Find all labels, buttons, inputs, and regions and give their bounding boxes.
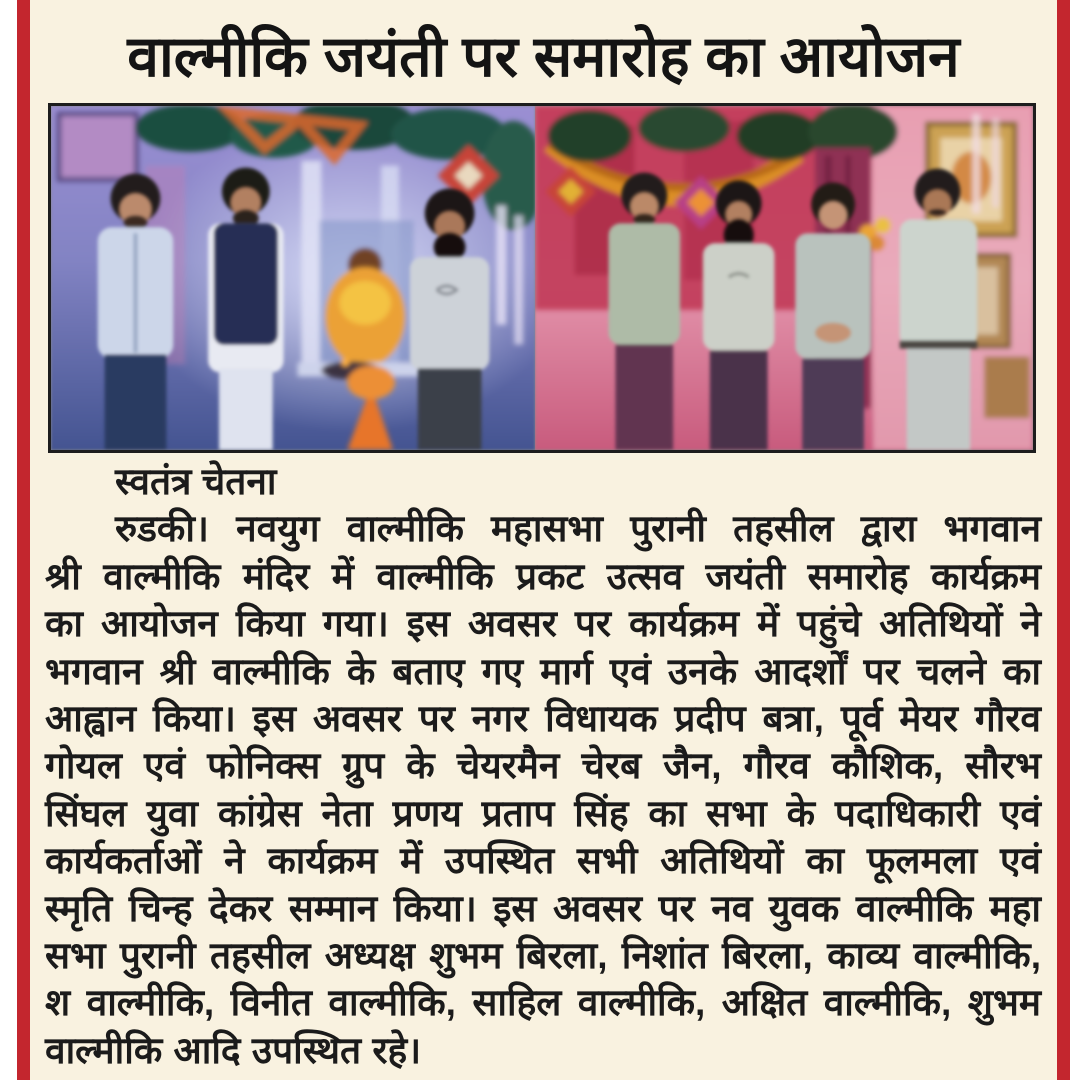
body-line: श वाल्मीकि, विनीत वाल्मीकि, साहिल वाल्मीकि, अक्षित वाल्मीकि, शुभम [45,982,1041,1024]
left-border-rule [17,0,30,1080]
photo-group-room-art [535,106,1033,450]
body-line: गोयल एवं फोनिक्स ग्रुप के चेयरमैन चेरब जैन, गौरव कौशिक, सौरभ [45,745,1041,787]
right-border-rule [1057,0,1070,1080]
byline: स्वतंत्र चेतना [115,461,277,502]
body-line: रुडकी। नवयुग वाल्मीकि महासभा पुरानी तहसील द्वारा भगवान [115,508,1041,550]
photo-temple-idol [51,106,535,450]
body-line: श्री वाल्मीकि मंदिर में वाल्मीकि प्रकट उत्सव जयंती समारोह कार्यक्रम [45,555,1041,597]
article-body [45,458,1041,1074]
body-line: सिंघल युवा कांग्रेस नेता प्रणय प्रताप सिंह का सभा के पदाधिकारी एवं [45,792,1041,834]
photo-temple-idol-art [51,106,535,450]
body-line: स्मृति चिन्ह देकर सम्मान किया। इस अवसर पर नव युवक वाल्मीकि महा [45,887,1041,929]
body-line: वाल्मीकि आदि उपस्थित रहे। [45,1029,422,1071]
body-line: का आयोजन किया गया। इस अवसर पर कार्यक्रम में पहुंचे अतिथियों ने [45,603,1041,645]
body-line: आह्वान किया। इस अवसर पर नगर विधायक प्रदीप बत्रा, पूर्व मेयर गौरव [45,698,1041,740]
body-line: सभा पुरानी तहसील अध्यक्ष शुभम बिरला, निशांत बिरला, काव्य वाल्मीकि, [45,935,1041,977]
article-headline: वाल्मीकि जयंती पर समारोह का आयोजन [127,25,960,89]
photo-group-room [535,106,1033,450]
body-line: भगवान श्री वाल्मीकि के बताए गए मार्ग एवं उनके आदर्शों पर चलने का [45,650,1041,692]
body-line: कार्यकर्ताओं ने कार्यक्रम में उपस्थित सभी अतिथियों का फूलमला एवं [45,840,1041,882]
photo-strip [48,103,1036,453]
